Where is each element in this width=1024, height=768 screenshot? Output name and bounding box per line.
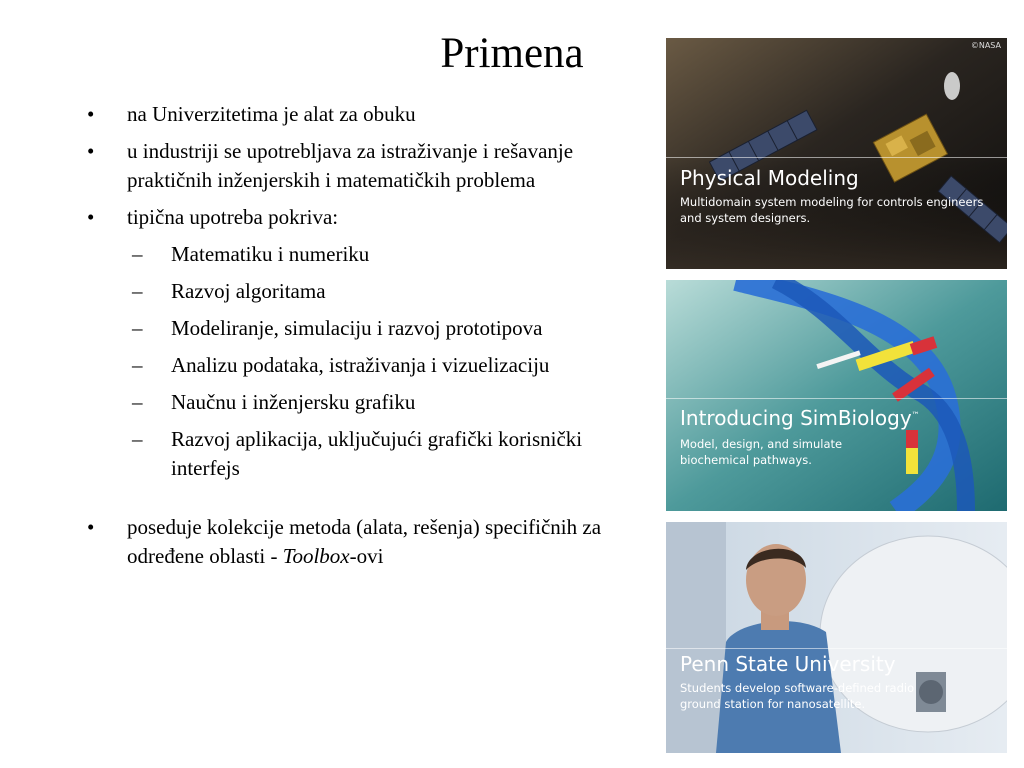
- student-radio-image: [666, 522, 1007, 753]
- penn-state-banner[interactable]: [666, 522, 1007, 753]
- bullet-item: [82, 203, 647, 232]
- bullet-text-part: poseduje kolekcije metoda (alata, rešenja) specifičnih za određene oblasti -: [127, 515, 602, 568]
- sub-bullet-text: Matematiku i numeriku: [171, 242, 370, 266]
- divider-line: [666, 648, 1007, 649]
- spacer: [82, 491, 647, 513]
- trademark-symbol: ™: [911, 410, 920, 420]
- bullet-item: [82, 513, 647, 571]
- bullet-marker: •: [87, 515, 95, 539]
- banner-title: [680, 406, 920, 430]
- banner-title: Physical Modeling: [680, 166, 859, 190]
- simbiology-banner[interactable]: [666, 280, 1007, 511]
- bullet-marker: •: [87, 102, 95, 126]
- satellite-image: [666, 38, 1007, 269]
- sub-bullet-marker: –: [132, 427, 143, 451]
- bullet-text: na Univerzitetima je alat za obuku: [127, 102, 416, 126]
- sub-bullet-item: [82, 425, 647, 483]
- sub-bullet-marker: –: [132, 390, 143, 414]
- sub-bullet-text: Analizu podataka, istraživanja i vizuelizaciju: [171, 353, 550, 377]
- sub-bullet-marker: –: [132, 316, 143, 340]
- bullet-list: [82, 100, 647, 579]
- physical-modeling-banner[interactable]: [666, 38, 1007, 269]
- bullet-marker: •: [87, 139, 95, 163]
- sub-bullet-item: [82, 314, 647, 343]
- sub-bullet-marker: –: [132, 353, 143, 377]
- bullet-marker: •: [87, 205, 95, 229]
- sub-bullet-text: Naučnu i inženjersku grafiku: [171, 390, 416, 414]
- bullet-text: u industriji se upotrebljava za istraživanje i rešavanje praktičnih inženjerskih i matematičkih problema: [127, 139, 574, 192]
- banner-subtitle: Students develop software-defined radio ground station for nanosatellite.: [680, 681, 915, 711]
- bullet-item: [82, 100, 647, 129]
- dna-helix-image: [666, 280, 1007, 511]
- sub-bullet-text: Razvoj algoritama: [171, 279, 326, 303]
- bullet-text: [127, 515, 601, 568]
- banner-title: Penn State University: [680, 652, 896, 676]
- sub-bullet-item: [82, 277, 647, 306]
- sub-bullet-marker: –: [132, 242, 143, 266]
- toolbox-italic: Toolbox: [282, 544, 350, 568]
- sub-bullet-item: [82, 240, 647, 269]
- bullet-item: [82, 137, 647, 195]
- sub-bullet-marker: –: [132, 279, 143, 303]
- bullet-text: tipična upotreba pokriva:: [127, 205, 339, 229]
- bullet-text-part: -ovi: [349, 544, 384, 568]
- divider-line: [666, 157, 1007, 158]
- sub-bullet-item: [82, 388, 647, 417]
- banner-subtitle: Multidomain system modeling for controls engineers and system designers.: [680, 195, 984, 225]
- nasa-credit: ©NASA: [970, 41, 1001, 50]
- sub-bullet-item: [82, 351, 647, 380]
- sub-bullet-text: Modeliranje, simulaciju i razvoj prototipova: [171, 316, 543, 340]
- sub-bullet-text: Razvoj aplikacija, uključujući grafički korisnički interfejs: [171, 427, 583, 480]
- divider-line: [666, 398, 1007, 399]
- slide-title: Primena: [440, 30, 584, 77]
- banner-subtitle: Model, design, and simulate biochemical pathways.: [680, 437, 843, 467]
- banner-title-text: Introducing SimBiology: [680, 406, 912, 430]
